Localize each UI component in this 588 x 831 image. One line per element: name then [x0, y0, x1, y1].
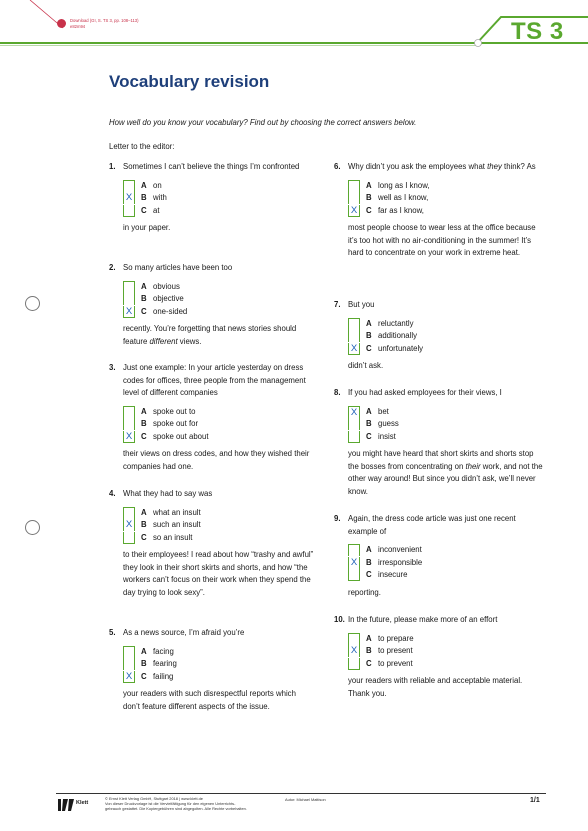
- punch-hole: [25, 520, 40, 535]
- answer-checkbox[interactable]: X: [348, 406, 360, 418]
- question-number: 1.: [109, 162, 116, 171]
- answer-option[interactable]: X B with: [123, 192, 314, 205]
- question-5: 5. As a news source, I’m afraid you’re A facing B fearing X C failing your readers with such disrespectful reports which don’t feature different aspects of the issue.: [109, 627, 314, 713]
- answer-checkbox[interactable]: X: [348, 557, 360, 569]
- answer-checkbox[interactable]: [123, 180, 135, 192]
- question-continuation: their views on dress codes, and how they wished their companies had one.: [123, 449, 310, 471]
- letter-label: Letter to the editor:: [109, 142, 175, 151]
- answer-option[interactable]: B guess: [348, 418, 544, 431]
- answer-checkbox[interactable]: X: [123, 192, 135, 204]
- download-reference[interactable]: Download (GI, S. TS 3, pp. 108–113) e82m94: [70, 18, 139, 29]
- answer-option[interactable]: X B irresponsible: [348, 557, 544, 570]
- answer-checkbox[interactable]: [123, 646, 135, 658]
- answer-option[interactable]: C to prevent: [348, 658, 544, 671]
- header-rule: [0, 42, 478, 44]
- answer-option[interactable]: A facing: [123, 646, 314, 659]
- answer-option[interactable]: B objective: [123, 293, 314, 306]
- answer-option[interactable]: X B such an insult: [123, 519, 314, 532]
- answer-option[interactable]: B additionally: [348, 330, 544, 343]
- answer-checkbox[interactable]: [348, 431, 360, 443]
- answer-option[interactable]: X C spoke out about: [123, 431, 314, 444]
- copyright-note: © Ernst Klett Verlag GmbH, Stuttgart 2018 | www.klett.de Von dieser Druckvorlage ist die Vervielfältigung für den eigenen Unterrichts- gebrauch gestattet. Die Kopiergebühren sind abgegolten. Alle Rechte vorbehalten.: [105, 796, 247, 811]
- answer-option[interactable]: C at: [123, 205, 314, 218]
- answer-checkbox[interactable]: [123, 658, 135, 670]
- answer-checkbox[interactable]: [348, 180, 360, 192]
- answer-option[interactable]: B spoke out for: [123, 418, 314, 431]
- question-continuation: recently. You’re forgetting that news stories should feature different views.: [123, 324, 297, 346]
- question-continuation: your readers with such disrespectful reports which don’t feature different aspects of the issue.: [123, 689, 296, 711]
- answer-option[interactable]: A obvious: [123, 281, 314, 294]
- answer-checkbox[interactable]: [123, 418, 135, 430]
- answer-checkbox[interactable]: [348, 192, 360, 204]
- answer-checkbox[interactable]: [123, 205, 135, 217]
- answer-checkbox[interactable]: [348, 633, 360, 645]
- answer-checkbox[interactable]: [348, 318, 360, 330]
- question-1: [109, 161, 314, 235]
- answer-checkbox[interactable]: [123, 406, 135, 418]
- answer-option[interactable]: A on: [123, 180, 314, 193]
- punch-hole: [25, 296, 40, 311]
- publisher-logo-text: Klett: [76, 800, 89, 806]
- question-continuation: in your paper.: [123, 223, 171, 233]
- answer-checkbox[interactable]: [123, 507, 135, 519]
- answer-checkbox[interactable]: X: [123, 519, 135, 531]
- question-2: 2. So many articles have been too A obvious B objective X C one-sided recently. You’re forgetting that news stories should feature different views.: [109, 262, 314, 348]
- question-continuation: you might have heard that short skirts and shorts stop the bosses from concentrating on their work, and not the other way around! But since you didn’t ask, we’ll never know.: [348, 449, 543, 496]
- answer-checkbox[interactable]: X: [123, 306, 135, 318]
- answer-option[interactable]: B fearing: [123, 658, 314, 671]
- question-continuation: to their employees! I read about how “trashy and awful” they look in their short skirts and shorts, and how “the workers can’t focus on their work when they spend the day trying to look sexy”.: [123, 550, 314, 597]
- answer-option[interactable]: B well as I know,: [348, 192, 544, 205]
- answer-option[interactable]: C so an insult: [123, 532, 314, 545]
- question-7: 7. But you A reluctantly B additionally X C unfortunately didn’t ask.: [334, 299, 544, 373]
- instructions: How well do you know your vocabulary? Find out by choosing the correct answers below.: [109, 118, 417, 127]
- answer-checkbox[interactable]: X: [348, 343, 360, 355]
- question-continuation: didn’t ask.: [348, 361, 384, 371]
- question-continuation: most people choose to wear less at the office because it’s too hot with no air-conditioning in the summer! It’s hard to concentrate on your work in extreme heat.: [348, 223, 536, 258]
- answer-option[interactable]: A spoke out to: [123, 406, 314, 419]
- page-title: Vocabulary revision: [109, 72, 270, 91]
- answer-option[interactable]: X C failing: [123, 671, 314, 684]
- klett-logo-icon: [56, 796, 78, 814]
- footer-rule: [56, 793, 546, 794]
- answer-checkbox[interactable]: [123, 293, 135, 305]
- answer-checkbox[interactable]: [348, 544, 360, 556]
- answer-option[interactable]: A what an insult: [123, 507, 314, 520]
- answer-checkbox[interactable]: X: [123, 431, 135, 443]
- answer-checkbox[interactable]: [348, 330, 360, 342]
- answer-option[interactable]: A reluctantly: [348, 318, 544, 331]
- question-10: 10. In the future, please make more of an effort A to prepare X B to present C to prevent your readers with reliable and acceptable material. Thank you.: [334, 614, 544, 700]
- author-credit: Autor: Michael Mattison: [285, 797, 326, 802]
- answer-option[interactable]: C insecure: [348, 569, 544, 582]
- question-8: 8. If you had asked employees for their views, I X A bet B guess C insist you might have heard that short skirts and shorts stop the bosses from concentrating on their work, and not the other way around! But since you didn’t ask, we’ll never know.: [334, 387, 544, 498]
- answer-option[interactable]: A to prepare: [348, 633, 544, 646]
- answer-options: [123, 180, 314, 218]
- answer-checkbox[interactable]: X: [348, 645, 360, 657]
- question-6: 6. Why didn’t you ask the employees what they think? As A long as I know, B well as I know, X C far as I know, most people choose to wear less at the office because it’s too hot with no air-conditioning in the summer! It’s hard to concentrate on your work in extreme heat.: [334, 161, 544, 260]
- question-9: 9. Again, the dress code article was just one recent example of A inconvenient X B irresponsible C insecure reporting.: [334, 513, 544, 599]
- answer-checkbox[interactable]: [348, 658, 360, 670]
- page-number: 1/1: [530, 797, 540, 804]
- answer-checkbox[interactable]: [123, 532, 135, 544]
- question-stem: Sometimes I can’t believe the things I’m confronted: [123, 162, 300, 171]
- section-badge: TS 3: [511, 18, 564, 45]
- answer-checkbox[interactable]: [348, 418, 360, 430]
- answer-option[interactable]: X C far as I know,: [348, 205, 544, 218]
- answer-option[interactable]: A inconvenient: [348, 544, 544, 557]
- answer-option[interactable]: X A bet: [348, 406, 544, 419]
- answer-option[interactable]: A long as I know,: [348, 180, 544, 193]
- question-4: 4. What they had to say was A what an insult X B such an insult C so an insult to their employees! I read about how “trashy and awful” they look in their short skirts and shorts, and how “the workers can’t focus on their work when they spend the day trying to look sexy”.: [109, 488, 314, 599]
- answer-checkbox[interactable]: X: [348, 205, 360, 217]
- answer-checkbox[interactable]: [348, 569, 360, 581]
- answer-option[interactable]: X C unfortunately: [348, 343, 544, 356]
- question-3: 3. Just one example: In your article yesterday on dress codes for offices, three people from the management level of different companies A spoke out to B spoke out for X C spoke out about their views on dress codes, and how they wished their companies had one.: [109, 362, 314, 473]
- question-continuation: reporting.: [348, 587, 381, 597]
- answer-checkbox[interactable]: [123, 281, 135, 293]
- answer-checkbox[interactable]: X: [123, 671, 135, 683]
- answer-option[interactable]: X B to present: [348, 645, 544, 658]
- download-icon[interactable]: [57, 19, 66, 28]
- answer-option[interactable]: C insist: [348, 431, 544, 444]
- answer-option[interactable]: X C one-sided: [123, 306, 314, 319]
- header-rule-light: [0, 45, 478, 46]
- question-continuation: your readers with reliable and acceptable material. Thank you.: [348, 676, 523, 698]
